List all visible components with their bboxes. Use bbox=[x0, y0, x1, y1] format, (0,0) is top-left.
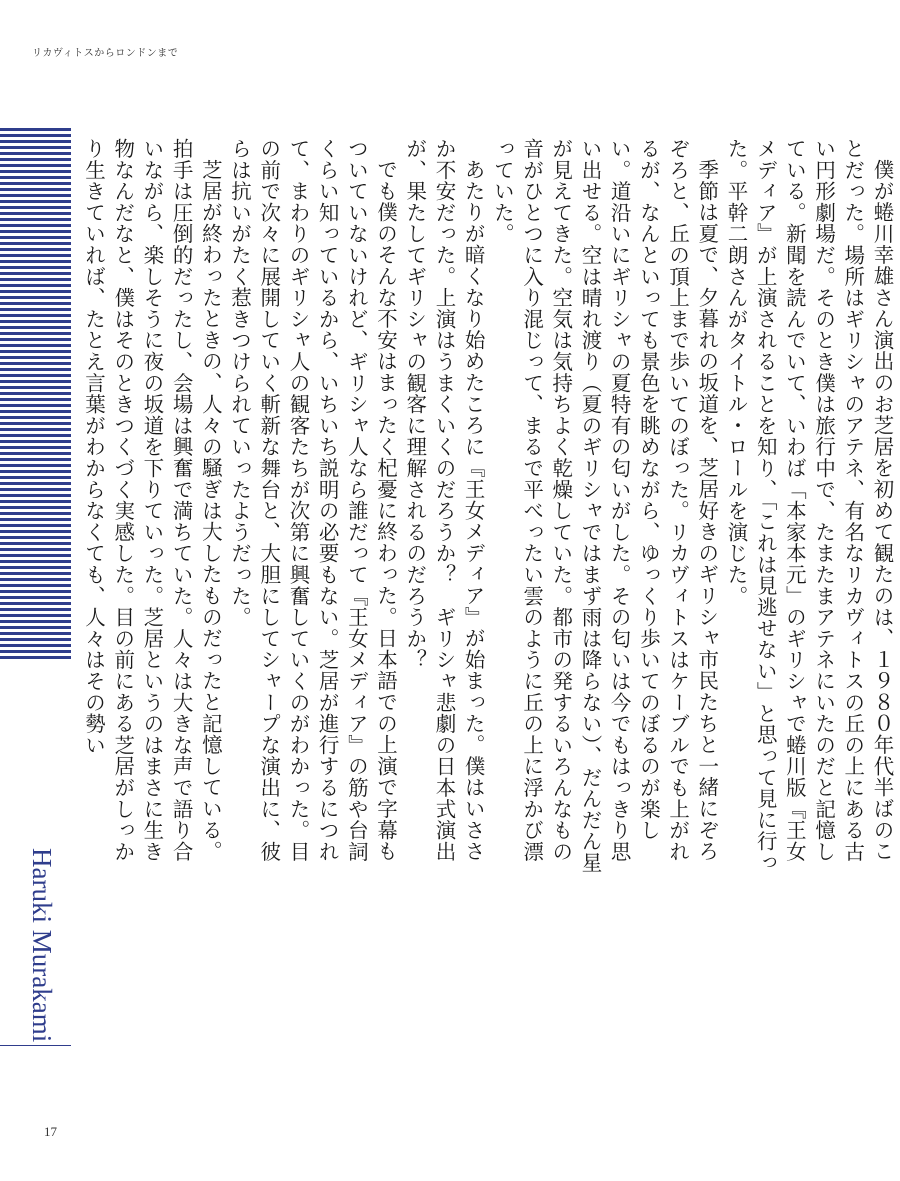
running-head: リカヴィトスからロンドンまで bbox=[32, 48, 179, 59]
decorative-stripe-panel bbox=[0, 128, 71, 660]
page-number: 17 bbox=[44, 1124, 57, 1139]
essay-body bbox=[81, 138, 896, 876]
essay-paragraph-1: 僕が蜷川幸雄さん演出のお芝居を初めて観たのは、１９８０年代半ばのことだった。場所はギリシャのアテネ、有名なリカヴィトスの丘の上にある古い円形劇場だ。そのとき僕は旅行中で、たまたまアテネにいたのだと記憶している。新聞を読んでいて、いわば「本家本元」のギリシャで蜷川版『王女メディア』が上演されることを知り、「これは見逃せない」と思って見に行った。平幹二朗さんがタイトル・ロールを演じた。 bbox=[723, 138, 894, 874]
essay-paragraph-3: あたりが暗くなり始めたころに『王女メディア』が始まった。僕はいささか不安だった。上演はうまくいくのだろうか？ ギリシャ悲劇の日本式演出が、果たしてギリシャの観客に理解されるのだろうか？ bbox=[402, 138, 486, 863]
essay-paragraph-5: 芝居が終わったときの、人々の騒ぎは大したものだったと記憶している。拍手は圧倒的だったし、会場は興奮で満ちていた。人々は大きな声で語り合いながら、楽しそうに夜の坂道を下りていった。芝居というのはまさに生き物なんだなと、僕はそのときつくづく実感した。目の前にある芝居がしっかり生きていれば、たとえ言葉がわからなくても、人々はその勢い bbox=[81, 138, 223, 863]
author-divider bbox=[0, 1045, 71, 1046]
essay-paragraph-2: 季節は夏で、夕暮れの坂道を、芝居好きのギリシャ市民たちと一緒にぞろぞろと、丘の頂上まで歩いてのぼった。リカヴィトスはケーブルでも上がれるが、なんといっても景色を眺めながら、ゆっくり歩いてのぼるのが楽しい。道沿いにギリシャの夏特有の匂いがした。その匂いは今でもはっきり思い出せる。空は晴れ渡り（夏のギリシャではまず雨は降らない）、だんだん星が見えてきた。空気は気持ちよく乾燥していた。都市の発するいろんなもの音がひとつに入り混じって、まるで平べったい雲のように丘の上に浮かび漂っていた。 bbox=[490, 138, 719, 874]
essay-paragraph-4: でも僕のそんな不安はまったく杞憂に終わった。日本語での上演で字幕もついていないけれど、ギリシャ人なら誰だって『王女メディア』の筋や台詞くらい知っているから、いちいち説明の必要もない。芝居が進行するにつれて、まわりのギリシャ人の観客たちが次第に興奮していくのがわかった。目の前で次々に展開していく斬新な舞台と、大胆にしてシャープな演出に、彼らは抗いがたく惹きつけられていったようだった。 bbox=[227, 138, 398, 863]
author-name: Haruki Murakami bbox=[27, 848, 57, 1043]
